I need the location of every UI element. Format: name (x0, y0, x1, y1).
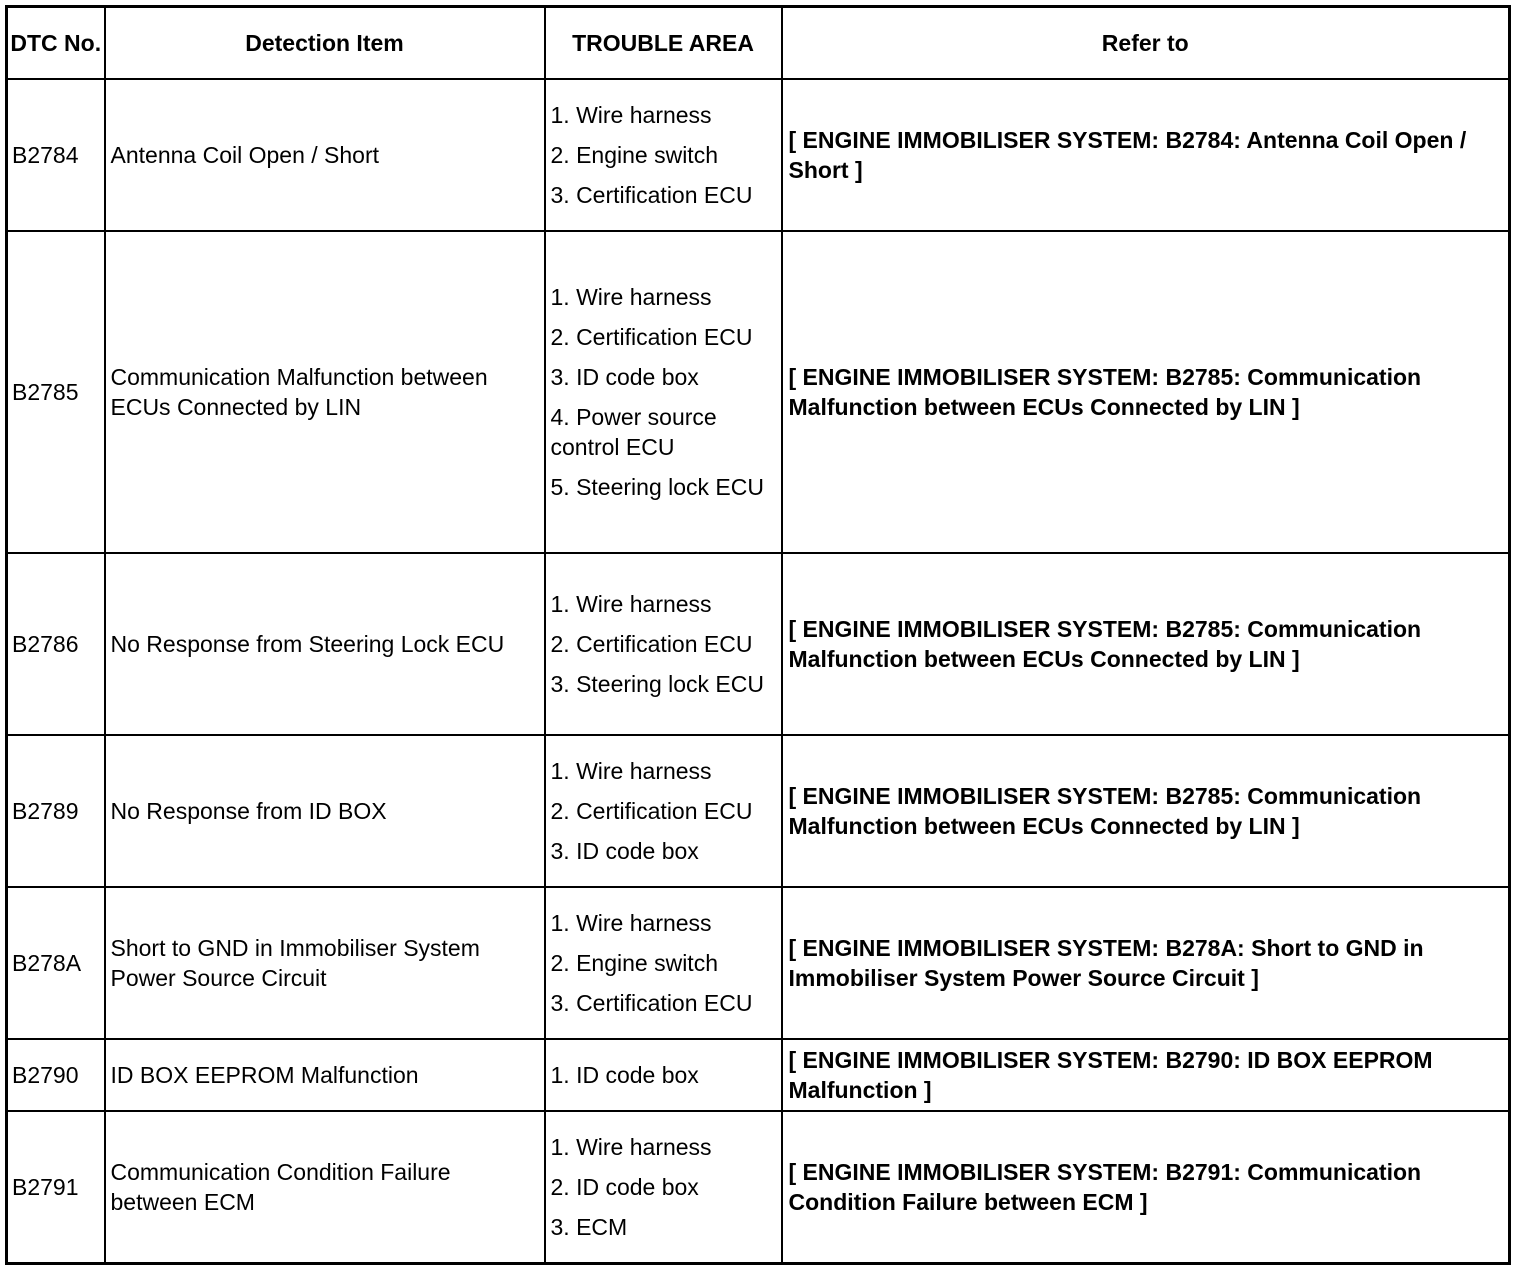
trouble-area-item: 5. Steering lock ECU (550, 474, 764, 500)
trouble-area-cell (545, 553, 782, 735)
trouble-area-item: 3. Certification ECU (550, 182, 753, 208)
header-detection-item: Detection Item (105, 7, 545, 80)
detection-item-cell: Antenna Coil Open / Short (105, 79, 545, 231)
trouble-area-list (551, 589, 776, 699)
dtc-table (5, 5, 1511, 1265)
trouble-area-list (551, 908, 776, 1018)
refer-to-cell: [ ENGINE IMMOBILISER SYSTEM: B278A: Short to GND in Immobiliser System Power Source Circuit ] (782, 887, 1510, 1039)
detection-item-cell: Communication Condition Failure between ECM (105, 1111, 545, 1263)
dtc-code-cell: B2785 (7, 231, 105, 553)
detection-item-cell: No Response from ID BOX (105, 735, 545, 887)
trouble-area-list (551, 1132, 776, 1242)
trouble-area-cell (545, 79, 782, 231)
trouble-area-item: 1. Wire harness (550, 284, 712, 310)
trouble-area-item: 3. ECM (550, 1213, 628, 1240)
header-trouble-area: TROUBLE AREA (545, 7, 782, 80)
trouble-area-item: 2. Engine switch (550, 142, 718, 168)
trouble-area-item: 1. ID code box (550, 1062, 699, 1088)
trouble-area-item: 4. Power source control ECU (550, 404, 717, 460)
refer-to-cell: [ ENGINE IMMOBILISER SYSTEM: B2790: ID BOX EEPROM Malfunction ] (782, 1039, 1510, 1111)
trouble-area-list (551, 282, 776, 502)
dtc-code-cell: B278A (7, 887, 105, 1039)
trouble-area-cell (545, 887, 782, 1039)
refer-to-cell: [ ENGINE IMMOBILISER SYSTEM: B2785: Communication Malfunction between ECUs Connected by LIN ] (782, 553, 1510, 735)
trouble-area-item: 1. Wire harness (550, 102, 712, 128)
dtc-code-cell: B2784 (7, 79, 105, 231)
detection-item-cell: ID BOX EEPROM Malfunction (105, 1039, 545, 1111)
refer-to-cell: [ ENGINE IMMOBILISER SYSTEM: B2785: Communication Malfunction between ECUs Connected by LIN ] (782, 735, 1510, 887)
detection-item-cell: No Response from Steering Lock ECU (105, 553, 545, 735)
table-row (7, 735, 1510, 887)
trouble-area-item: 3. Steering lock ECU (550, 671, 764, 697)
trouble-area-list (551, 100, 776, 210)
table-row (7, 79, 1510, 231)
header-refer-to: Refer to (782, 7, 1510, 80)
trouble-area-cell (545, 1111, 782, 1263)
refer-to-cell: [ ENGINE IMMOBILISER SYSTEM: B2784: Antenna Coil Open / Short ] (782, 79, 1510, 231)
trouble-area-cell (545, 735, 782, 887)
trouble-area-cell (545, 1039, 782, 1111)
trouble-area-item: 3. Certification ECU (550, 990, 753, 1016)
trouble-area-item: 2. ID code box (550, 1173, 699, 1200)
dtc-code-cell: B2790 (7, 1039, 105, 1111)
refer-to-cell: [ ENGINE IMMOBILISER SYSTEM: B2785: Communication Malfunction between ECUs Connected by LIN ] (782, 231, 1510, 553)
header-row (7, 7, 1510, 80)
trouble-area-cell (545, 231, 782, 553)
trouble-area-item: 1. Wire harness (550, 1133, 712, 1160)
trouble-area-item: 3. ID code box (550, 364, 699, 390)
dtc-code-cell: B2791 (7, 1111, 105, 1263)
refer-to-cell: [ ENGINE IMMOBILISER SYSTEM: B2791: Communication Condition Failure between ECM ] (782, 1111, 1510, 1263)
dtc-code-cell: B2786 (7, 553, 105, 735)
trouble-area-item: 1. Wire harness (550, 758, 712, 784)
dtc-code-cell: B2789 (7, 735, 105, 887)
table-row (7, 887, 1510, 1039)
table-body (7, 79, 1510, 1263)
trouble-area-item: 2. Certification ECU (550, 324, 753, 350)
table-row (7, 1039, 1510, 1111)
header-dtc-no: DTC No. (7, 7, 105, 80)
table-row (7, 231, 1510, 553)
trouble-area-item: 2. Engine switch (550, 950, 718, 976)
trouble-area-item: 1. Wire harness (550, 591, 712, 617)
detection-item-cell: Communication Malfunction between ECUs Connected by LIN (105, 231, 545, 553)
trouble-area-item: 2. Certification ECU (550, 798, 753, 824)
trouble-area-list (551, 756, 776, 866)
detection-item-cell: Short to GND in Immobiliser System Power Source Circuit (105, 887, 545, 1039)
table-row (7, 553, 1510, 735)
trouble-area-item: 1. Wire harness (550, 910, 712, 936)
trouble-area-item: 3. ID code box (550, 838, 699, 864)
trouble-area-item: 2. Certification ECU (550, 631, 753, 657)
trouble-area-list (551, 1060, 776, 1090)
table-row (7, 1111, 1510, 1263)
